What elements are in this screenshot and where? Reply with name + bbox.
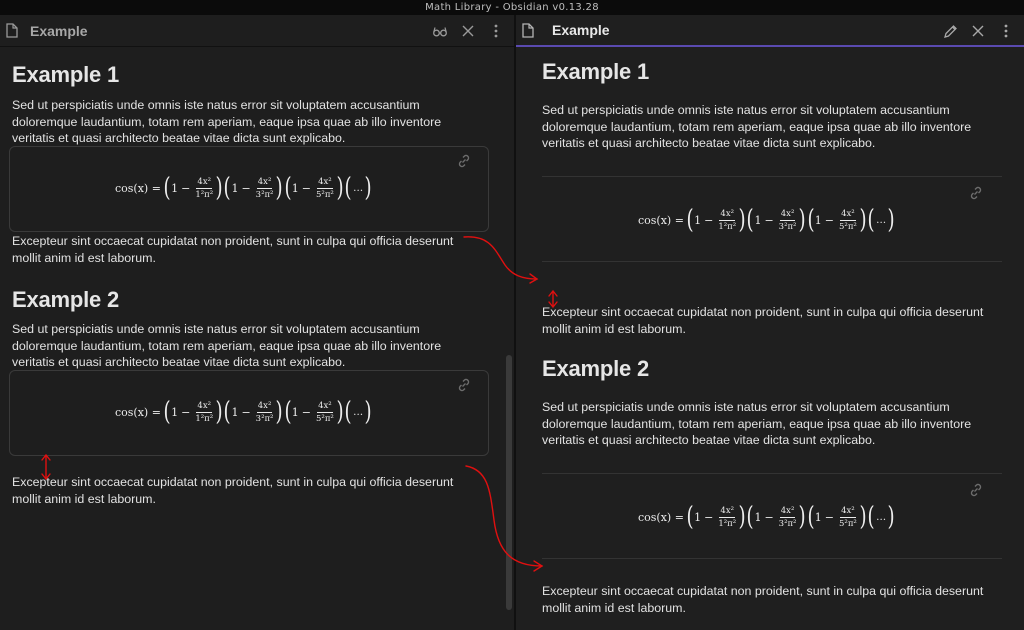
left-editor-pane[interactable] [0, 15, 514, 630]
paragraph-intro-1: Sed ut perspiciatis unde omnis iste natus error sit voluptatem accusantium doloremque laudantium, totam rem aperiam, eaque ipsa quae ab illo inventore veritatis et quasi architecto beatae vitae dicta sunt explicabo. [542, 103, 972, 150]
paragraph-outro-2: Excepteur sint occaecat cupidatat non proident, sunt in culpa qui officia deserunt mollit anim id est laborum. [542, 584, 984, 615]
link-icon[interactable] [456, 377, 472, 393]
math-block-2[interactable] [9, 370, 489, 456]
paragraph-outro-2[interactable]: Excepteur sint occaecat cupidatat non proident, sunt in culpa qui officia deserunt mollit anim id est laborum. [12, 475, 454, 506]
more-vertical-icon[interactable] [998, 23, 1014, 39]
heading-example-2: Example 2 [542, 356, 650, 381]
heading-example-2[interactable]: Example 2 [12, 287, 120, 312]
cosine-product-formula: cos(x) = ( 1 − $\frac{\text{4x²}}{\text{1²π²}}$ ) ( 1 − $\frac{\text{4x²}}{\text{3²π²}}$ ) ( 1 − $\frac{\text{4x²}}{\text{5²π²}}$ ) ( … ) [115, 173, 372, 203]
math-block-2 [542, 473, 1002, 559]
glasses-icon[interactable] [432, 23, 448, 39]
cosine-product-formula: cos(x) = ( 1 − $\frac{\text{4x²}}{\text{1²π²}}$ ) ( 1 − $\frac{\text{4x²}}{\text{3²π²}}$ ) ( 1 − $\frac{\text{4x²}}{\text{5²π²}}$ ) ( … ) [115, 397, 372, 427]
close-icon[interactable] [460, 23, 476, 39]
link-icon[interactable] [968, 185, 984, 201]
document-icon [6, 23, 18, 38]
right-pane-header [516, 15, 1024, 47]
window-titlebar: Math Library - Obsidian v0.13.28 [0, 0, 1024, 15]
cosine-product-formula: cos(x) = ( 1 − $\frac{\text{4x²}}{\text{1²π²}}$ ) ( 1 − $\frac{\text{4x²}}{\text{3²π²}}$ ) ( 1 − $\frac{\text{4x²}}{\text{5²π²}}$ ) ( … ) [638, 502, 895, 532]
paragraph-intro-2[interactable]: Sed ut perspiciatis unde omnis iste natus error sit voluptatem accusantium doloremque laudantium, totam rem aperiam, eaque ipsa quae ab illo inventore veritatis et quasi architecto beatae vitae dicta sunt explicabo. [12, 322, 442, 369]
heading-example-1: Example 1 [542, 59, 650, 84]
right-pane-title[interactable]: Example [552, 22, 610, 38]
math-block-1 [542, 176, 1002, 262]
paragraph-outro-1: Excepteur sint occaecat cupidatat non proident, sunt in culpa qui officia deserunt mollit anim id est laborum. [542, 305, 984, 336]
left-pane-header [0, 15, 514, 47]
heading-example-1[interactable]: Example 1 [12, 62, 120, 87]
link-icon[interactable] [968, 482, 984, 498]
paragraph-outro-1[interactable]: Excepteur sint occaecat cupidatat non proident, sunt in culpa qui officia deserunt mollit anim id est laborum. [12, 234, 454, 265]
paragraph-intro-2: Sed ut perspiciatis unde omnis iste natus error sit voluptatem accusantium doloremque laudantium, totam rem aperiam, eaque ipsa quae ab illo inventore veritatis et quasi architecto beatae vitae dicta sunt explicabo. [542, 400, 972, 447]
right-preview-pane[interactable] [516, 15, 1024, 630]
document-icon [522, 23, 534, 38]
pencil-icon[interactable] [942, 23, 958, 39]
paragraph-intro-1[interactable]: Sed ut perspiciatis unde omnis iste natus error sit voluptatem accusantium doloremque laudantium, totam rem aperiam, eaque ipsa quae ab illo inventore veritatis et quasi architecto beatae vitae dicta sunt explicabo. [12, 98, 442, 145]
left-pane-scrollbar[interactable] [506, 355, 512, 610]
formula-lhs: cos(x) = [115, 181, 161, 195]
left-pane-title[interactable]: Example [30, 22, 88, 39]
close-icon[interactable] [970, 23, 986, 39]
math-block-1[interactable] [9, 146, 489, 232]
more-vertical-icon[interactable] [488, 23, 504, 39]
cosine-product-formula: cos(x) = ( 1 − $\frac{\text{4x²}}{\text{1²π²}}$ ) ( 1 − $\frac{\text{4x²}}{\text{3²π²}}$ ) ( 1 − $\frac{\text{4x²}}{\text{5²π²}}$ ) ( … ) [638, 205, 895, 235]
link-icon[interactable] [456, 153, 472, 169]
